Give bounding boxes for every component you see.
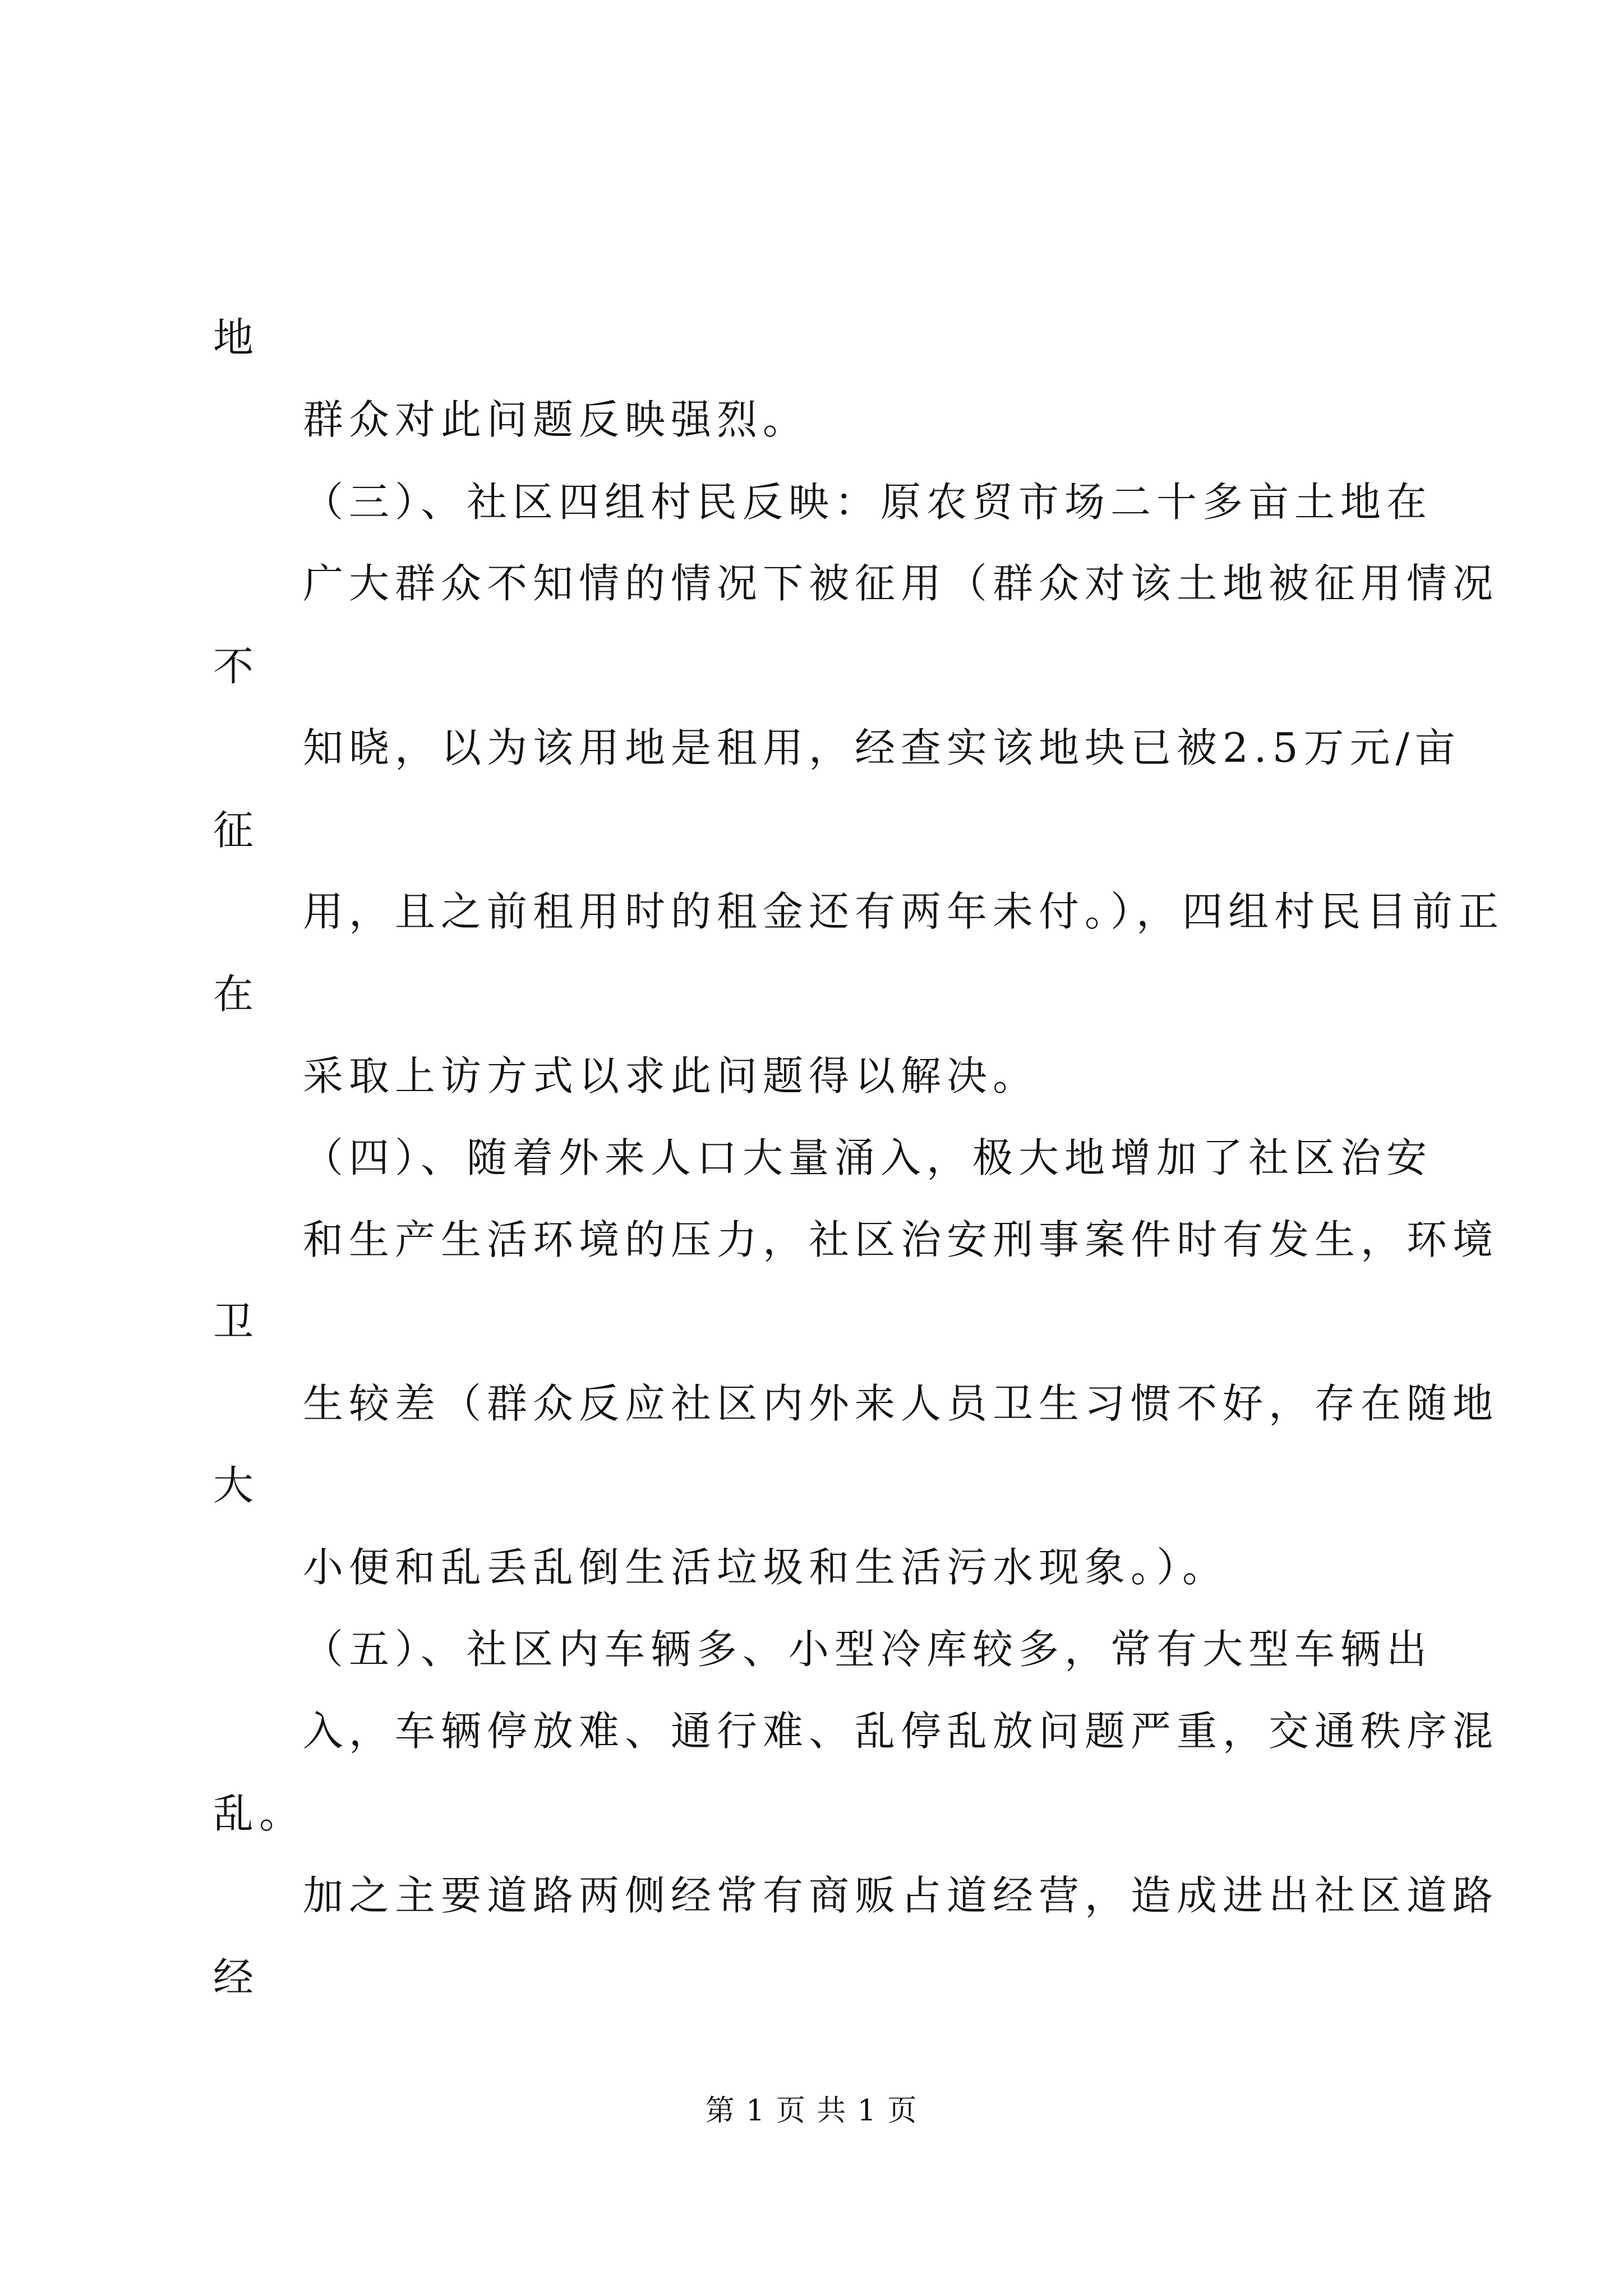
text-line-20: 加之主要道路两侧经常有商贩占道经营，造成进出社区道路: [303, 1872, 1499, 1919]
text-line-10: 采取上访方式以求此问题得以解决。: [303, 1052, 1039, 1099]
text-line-2: 群众对此问题反映强烈。: [303, 396, 809, 443]
text-line-18: 入，车辆停放难、通行难、乱停乱放问题严重，交通秩序混: [303, 1708, 1499, 1755]
text-line-6: 知晓，以为该用地是租用，经查实该地块已被2.5万元/亩: [303, 724, 1461, 771]
text-line-7: 征: [213, 807, 260, 854]
text-line-13: 卫: [213, 1298, 260, 1345]
page-footer: 第 1 页 共 1 页: [705, 2094, 918, 2128]
text-line-16: 小便和乱丢乱倒生活垃圾和生活污水现象。）。: [303, 1544, 1229, 1591]
text-line-12: 和生产生活环境的压力，社区治安刑事案件时有发生，环境: [303, 1216, 1499, 1263]
text-line-11: （四）、随着外来人口大量涌入，极大地增加了社区治安: [303, 1134, 1433, 1181]
text-line-17: （五）、社区内车辆多、小型冷库较多，常有大型车辆出: [303, 1626, 1433, 1673]
text-line-21: 经: [213, 1954, 260, 2001]
text-line-15: 大: [213, 1462, 260, 1509]
text-line-3: （三）、社区四组村民反映：原农贸市场二十多亩土地在: [303, 478, 1433, 526]
text-line-5: 不: [213, 643, 260, 690]
text-line-1: 地: [213, 314, 260, 361]
text-line-4: 广大群众不知情的情况下被征用（群众对该土地被征用情况: [303, 560, 1499, 607]
text-line-14: 生较差（群众反应社区内外来人员卫生习惯不好，存在随地: [303, 1380, 1499, 1427]
text-line-9: 在: [213, 970, 260, 1018]
text-line-8: 用，且之前租用时的租金还有两年未付。），四组村民目前正: [303, 888, 1505, 935]
text-line-19: 乱。: [213, 1790, 306, 1837]
